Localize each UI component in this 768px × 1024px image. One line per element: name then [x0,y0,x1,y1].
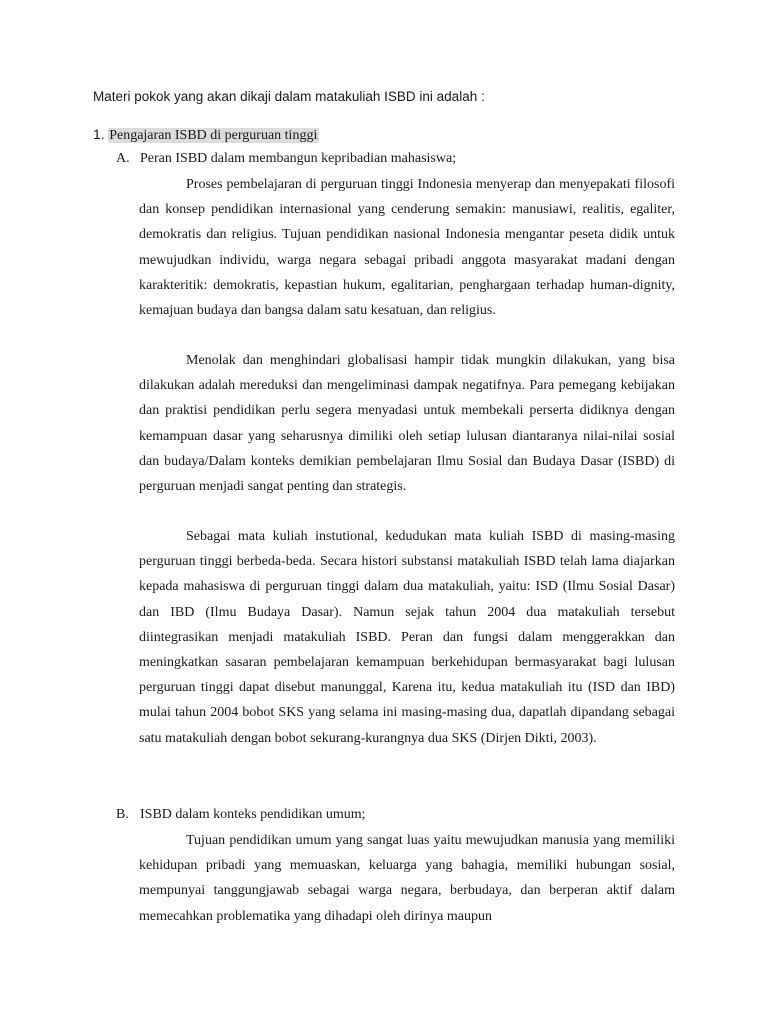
subsection-a-title-text: Peran ISBD dalam membangun kepribadian mahasiswa; [140,151,457,166]
section-title [93,124,319,146]
section-title-text: Pengajaran ISBD di perguruan tinggi [109,128,318,143]
paragraph-a3: Sebagai mata kuliah instutional, kedudukan mata kuliah ISBD di masing-masing perguruan tinggi berbeda-beda. Secara histori substansi matakuliah ISBD telah lama diajarkan kepada mahasiswa di perguruan tinggi dalam dua matakuliah, yaitu: ISD (Ilmu Sosial Dasar) dan IBD (Ilmu Budaya Dasar). Namun sejak tahun 2004 dua matakuliah tersebut diintegrasikan menjadi matakuliah ISBD. Peran dan fungsi dalam menggerakkan dan meningkatkan sasaran pembelajaran kemampuan berkehidupan bermasyarakat bagi lulusan perguruan tinggi dapat disebut manunggal, Karena itu, kedua matakuliah itu (ISD dan IBD) mulai tahun 2004 bobot SKS yang selama ini masing-masing dua, dapatlah dipandang sebagai satu matakuliah dengan bobot sekurang-kurangnya dua SKS (Dirjen Dikti, 2003). [139,529,675,746]
subsection-b-title [116,805,366,825]
subsection-a-letter: A. [116,151,130,166]
section-number: 1. [93,126,105,142]
subsection-b-title-text: ISBD dalam konteks pendidikan umum; [140,807,366,822]
subsection-a-title [116,149,456,169]
paragraph-a2: Menolak dan menghindari globalisasi hampir tidak mungkin dilakukan, yang bisa dilakukan adalah mereduksi dan mengeliminasi dampak negatifnya. Para pemegang kebijakan dan praktisi pendidikan perlu segera menyadasi untuk membekali perserta didiknya dengan kemampuan dasar yang seharusnya dimiliki oleh setiap lulusan diantaranya nilai-nilai sosial dan budaya/Dalam konteks demikian pembelajaran Ilmu Sosial dan Budaya Dasar (ISBD) di perguruan menjadi sangat penting dan strategis. [139,353,675,495]
document-heading: Materi pokok yang akan dikaji dalam matakuliah ISBD ini adalah : [93,89,485,104]
paragraph-a1: Proses pembelajaran di perguruan tinggi Indonesia menyerap dan menyepakati filosofi dan konsep pendidikan internasional yang cenderung semakin: manusiawi, realitis, egaliter, demokratis dan religius. Tujuan pendidikan nasional Indonesia mengantar peseta didik untuk mewujudkan individu, warga negara sebagai pribadi anggota masyarakat madani dengan karakteritik: demokratis, kepastian hukum, egalitarian, penghargaan terhadap human-dignity, kemajuan budaya dan bangsa dalam satu kesatuan, dan religius. [139,177,675,319]
subsection-b-letter: B. [116,807,129,822]
paragraph-b1: Tujuan pendidikan umum yang sangat luas yaitu mewujudkan manusia yang memiliki kehidupan pribadi yang memuaskan, keluarga yang bahagia, memiliki hubungan sosial, mempunyai tanggungjawab sebagai warga negara, berbudaya, dan berperan aktif dalam memecahkan problematika yang dihadapi oleh dirinya maupun [139,833,675,924]
